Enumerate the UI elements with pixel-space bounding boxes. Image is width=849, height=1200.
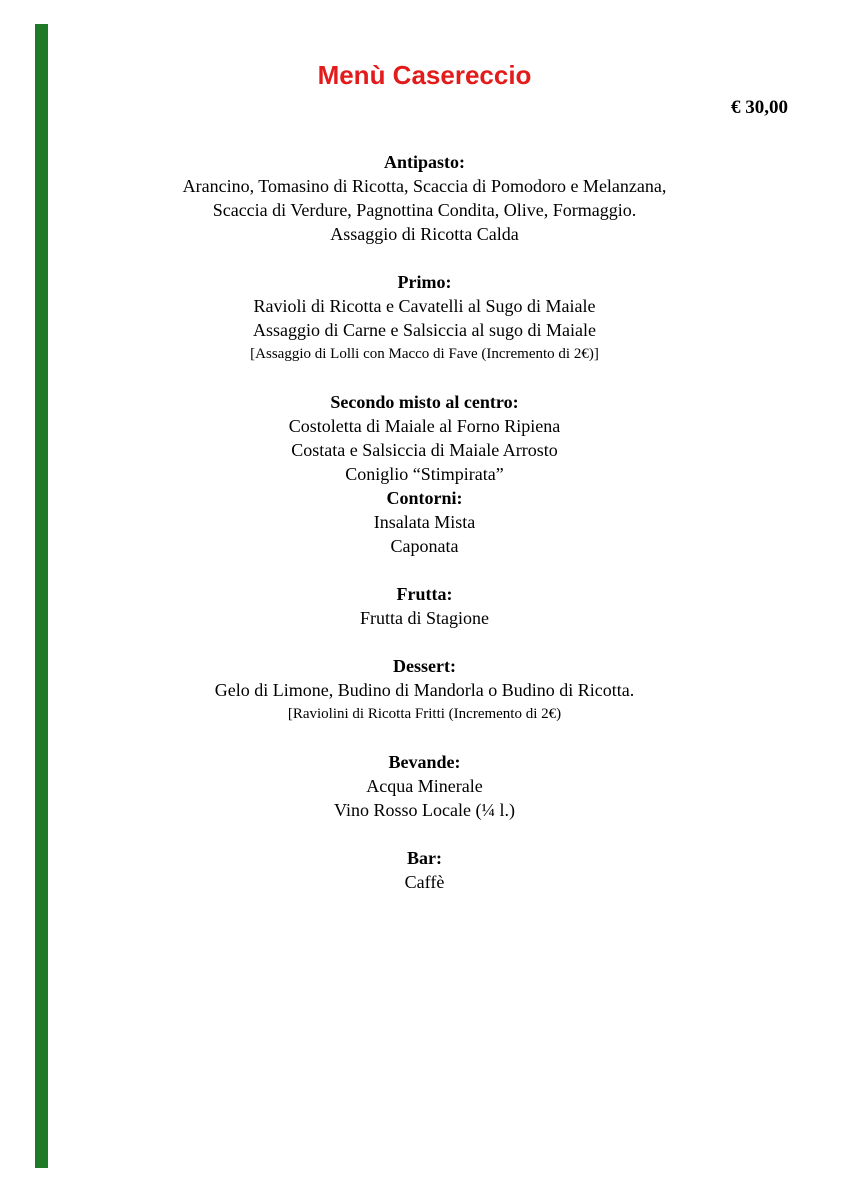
section-dessert — [0, 654, 849, 726]
menu-item: Frutta di Stagione — [360, 608, 489, 628]
menu-item: Costata e Salsiccia di Maiale Arrosto — [291, 440, 558, 460]
section-heading: Antipasto: — [383, 152, 465, 172]
menu-item: Acqua Minerale — [366, 776, 483, 796]
menu-item: Caponata — [390, 536, 459, 556]
section-heading: Contorni: — [386, 488, 463, 508]
menu-item: Ravioli di Ricotta e Cavatelli al Sugo di Maiale — [253, 296, 596, 316]
menu-item: Assaggio di Ricotta Calda — [330, 224, 519, 244]
section-secondo — [0, 390, 849, 486]
section-heading: Secondo misto al centro: — [330, 392, 519, 412]
menu-item: Insalata Mista — [373, 512, 476, 532]
menu-item: Caffè — [404, 872, 445, 892]
menu-title: Menù Casereccio — [317, 60, 532, 90]
menu-note: [Raviolini di Ricotta Fritti (Incremento di 2€) — [287, 706, 562, 722]
menu-item: Costoletta di Maiale al Forno Ripiena — [288, 416, 561, 436]
section-bar — [0, 846, 849, 894]
menu-item: Arancino, Tomasino di Ricotta, Scaccia di Pomodoro e Melanzana, — [182, 176, 667, 196]
section-heading: Bevande: — [388, 752, 461, 772]
menu-price: € 30,00 — [731, 97, 788, 118]
menu-item: Scaccia di Verdure, Pagnottina Condita, Olive, Formaggio. — [212, 200, 637, 220]
menu-item: Gelo di Limone, Budino di Mandorla o Budino di Ricotta. — [214, 680, 635, 700]
menu-item: Vino Rosso Locale (¼ l.) — [334, 800, 515, 820]
section-heading: Primo: — [397, 272, 452, 292]
section-antipasto — [0, 150, 849, 246]
section-heading: Dessert: — [393, 656, 456, 676]
section-heading: Bar: — [407, 848, 442, 868]
menu-note: [Assaggio di Lolli con Macco di Fave (Incremento di 2€)] — [250, 346, 599, 362]
menu-body — [0, 150, 849, 918]
section-primo — [0, 270, 849, 366]
section-frutta — [0, 582, 849, 630]
menu-item: Coniglio “Stimpirata” — [345, 464, 504, 484]
section-bevande — [0, 750, 849, 822]
section-contorni — [0, 486, 849, 558]
section-heading: Frutta: — [396, 584, 453, 604]
menu-item: Assaggio di Carne e Salsiccia al sugo di Maiale — [253, 320, 596, 340]
